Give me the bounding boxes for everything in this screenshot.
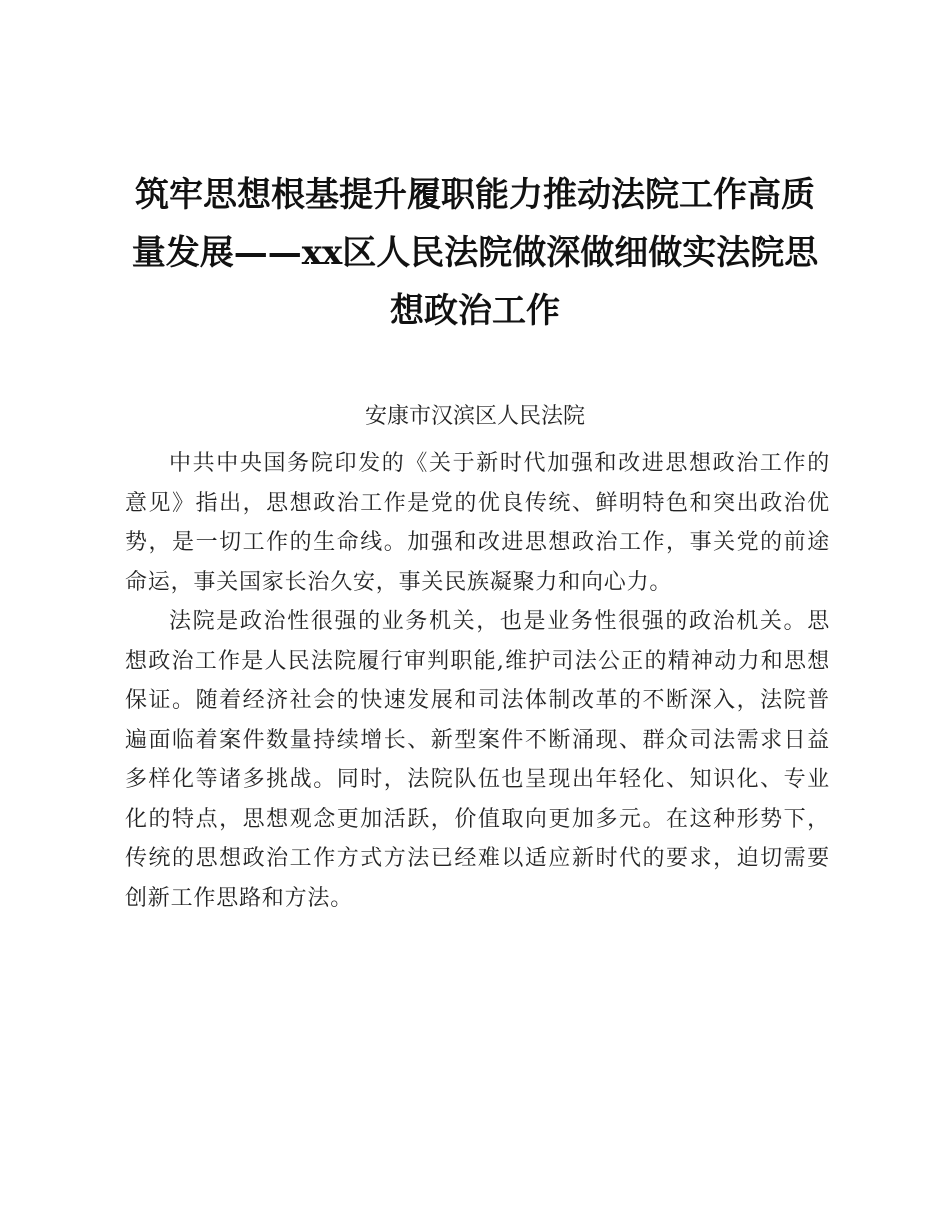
document-author: 安康市汉滨区人民法院 [364,404,585,429]
document-body [125,444,830,918]
document-title: 筑牢思想根基提升履职能力推动法院工作高质量发展——xx区人民法院做深做细做实法院思想政治工作 [131,175,819,331]
paragraph: 中共中央国务院印发的《关于新时代加强和改进思想政治工作的意见》指出，思想政治工作是党的优良传统、鲜明特色和突出政治优势，是一切工作的生命线。加强和改进思想政治工作，事关党的前途命运，事关国家长治久安，事关民族凝聚力和向心力。 [125,451,830,595]
paragraph: 法院是政治性很强的业务机关，也是业务性很强的政治机关。思想政治工作是人民法院履行审判职能,维护司法公正的精神动力和思想保证。随着经济社会的快速发展和司法体制改革的不断深入，法院普遍面临着案件数量持续增长、新型案件不断涌现、群众司法需求日益多样化等诸多挑战。同时，法院队伍也呈现出年轻化、知识化、专业化的特点，思想观念更加活跃，价值取向更加多元。在这种形势下，传统的思想政治工作方式方法已经难以适应新时代的要求，迫切需要创新工作思路和方法。 [125,609,830,911]
